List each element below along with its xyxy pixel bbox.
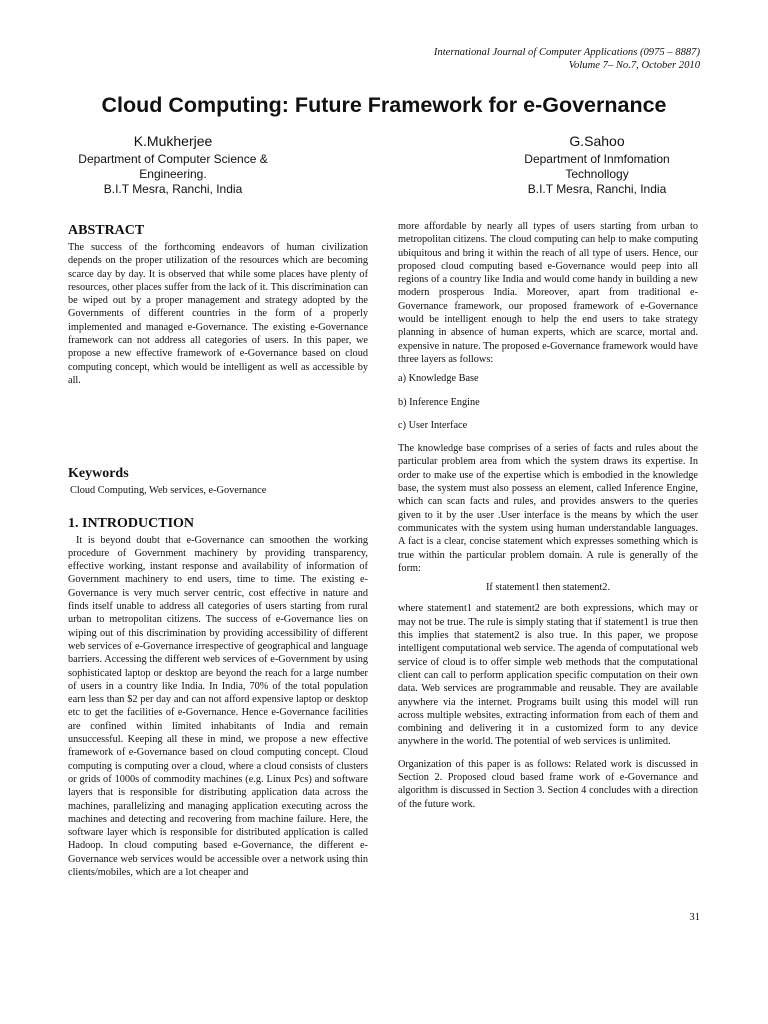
- paper-title: Cloud Computing: Future Framework for e-Governance: [101, 93, 667, 117]
- keywords-text: Cloud Computing, Web services, e-Governance: [70, 485, 267, 497]
- introduction-heading: 1. INTRODUCTION: [68, 515, 195, 531]
- author-name: G.Sahoo: [569, 133, 625, 149]
- author-location: B.I.T Mesra, Ranchi, India: [527, 182, 667, 196]
- journal-header: [280, 46, 700, 72]
- layer-item-inference-engine: b) Inference Engine: [398, 396, 480, 408]
- author-affiliation: Engineering.: [139, 167, 207, 181]
- journal-volume: Volume 7– No.7, October 2010: [568, 60, 700, 71]
- organization-paragraph: Organization of this paper is as follows: Related work is discussed in Section 2. Proposed cloud based frame work of e-Governance and algorithm is discussed in Section 3. Section 4 concludes with a direction of the future work.: [398, 758, 698, 810]
- author-block-2: [452, 132, 742, 197]
- body-paragraph: The knowledge base comprises of a series of facts and rules about the particular problem area from which the system draws its expertise. In order to make use of the expertise which is embodied in the knowledge base, the system must also possess an element, called Inference Engine, which can scan facts and rules, and provides answers to the queries given to it by the user .User interface is the means by which the user communicates with the system using human understandable languages. A fact is a clear, concise statement which expresses something which is true within the particular problem domain. A rule is generally of the form:: [398, 443, 698, 574]
- introduction-text: It is beyond doubt that e-Governance can smoothen the working procedure of Government machinery by providing transparency, effective working, instant response and availability of information of Government machinery to end users, time to time. The existing e-Governance is very much server centric, cost effective in nature and finds itself unable to address all categories of users starting from rural urban to metropolitan citizens. The success of e-Governance lies on wiping out of this discrimination by providing accessibility of different web services of e-Governance irrespective of geographical and language barriers. Accessing the different web services of e-Government by using sophisticated laptop or desktop are beyond the reach for a large number of users in a country like India. In India, 70% of the total population earn less than $2 per day and can not afford expensive laptop or desktop etc to get the facilities of e-Governance. Hence e-Governance facilities are confined within limited inhabitants of India and remain unsuccessful. Keeping all these in mind, we propose a new effective framework of e-Governance based on cloud computing concept. Cloud computing is computing over a cloud, where a cloud consists of clusters or grids of 1000s of commodity machines (e.g. Linux Pcs) and software layers that is responsible for distributing application data across the machines, parallelizing and managing application executing across the machines and detecting and recovering from machine failure. Here, the software layer which is responsible for distributed application is called Hadoop. In cloud computing based e-Governance, the different e-Governance web services would be accessible over a network using thin clients/mobiles, which are a lot cheaper and: [68, 534, 368, 878]
- abstract-section: [68, 222, 368, 387]
- journal-name: International Journal of Computer Applications (0975 – 8887): [433, 47, 700, 58]
- author-name: K.Mukherjee: [133, 133, 213, 149]
- abstract-heading: ABSTRACT: [68, 223, 145, 238]
- right-column: [398, 220, 698, 811]
- introduction-section: [68, 515, 368, 880]
- abstract-text: The success of the forthcoming endeavors of human civilization depends on the proper utilization of the resources which are becoming scarce day by day. It is observed that while some places have plenty of resources, other places suffer from the lack of it. This discrimination can be wiped out by a proper management and strategy adopted by the Governments of different countries in the form of a properly implemented and managed e-Governance. The existing e-Governance framework can not address all categories of users. In this paper, we propose a new effective framework of e-Governance based on cloud computing concept, which would be intelligent as well as accessible by all.: [68, 242, 368, 386]
- layer-item-user-interface: c) User Interface: [398, 419, 468, 431]
- left-column: [68, 222, 368, 879]
- author-affiliation: Department of Computer Science &: [78, 152, 268, 166]
- keywords-heading: Keywords: [68, 466, 129, 482]
- page-number: 31: [689, 912, 700, 923]
- author-location: B.I.T Mesra, Ranchi, India: [103, 182, 243, 196]
- body-paragraph: where statement1 and statement2 are both expressions, which may or may not be true. The rule is simply stating that if statement1 is true then this implies that statement2 is also true. In this paper, we propose intelligent computational web service. The agenda of computational web service of cloud is to offer simple web methods that the computational client can call to perform application specific computation on their own data. Web services are programmable and reusable. They are available anywhere via the internet. Programs built using this model will run across multiple websites, extracting information from each of them and combining and delivering it in a customized form to any device anywhere in the world. The potential of web services is unlimited.: [398, 603, 698, 748]
- layer-item-knowledge-base: a) Knowledge Base: [398, 373, 479, 385]
- rule-statement: If statement1 then statement2.: [485, 582, 611, 594]
- author-affiliation: Technollogy: [565, 167, 629, 181]
- keywords-section: [68, 465, 368, 497]
- author-affiliation: Department of Inmfomation: [524, 152, 670, 166]
- body-paragraph: more affordable by nearly all types of users starting from urban to metropolitan citizens. The cloud computing can help to make computing ubiquitous and bring it within the reach of all type of users. Hence, our proposed cloud computing based e-Governance would peep into all regions of a country like India and would come handy in building a new modern prosperous India. Moreover, apart from traditional e-Governance framework, our proposed framework of e-Governance would be intelligent enough to help the end users to take strategy planning in absence of human experts, which are scarce, mortal and. expensive in nature. The proposed e-Governance framework would have three layers as follows:: [398, 221, 698, 365]
- author-block-1: [28, 132, 318, 197]
